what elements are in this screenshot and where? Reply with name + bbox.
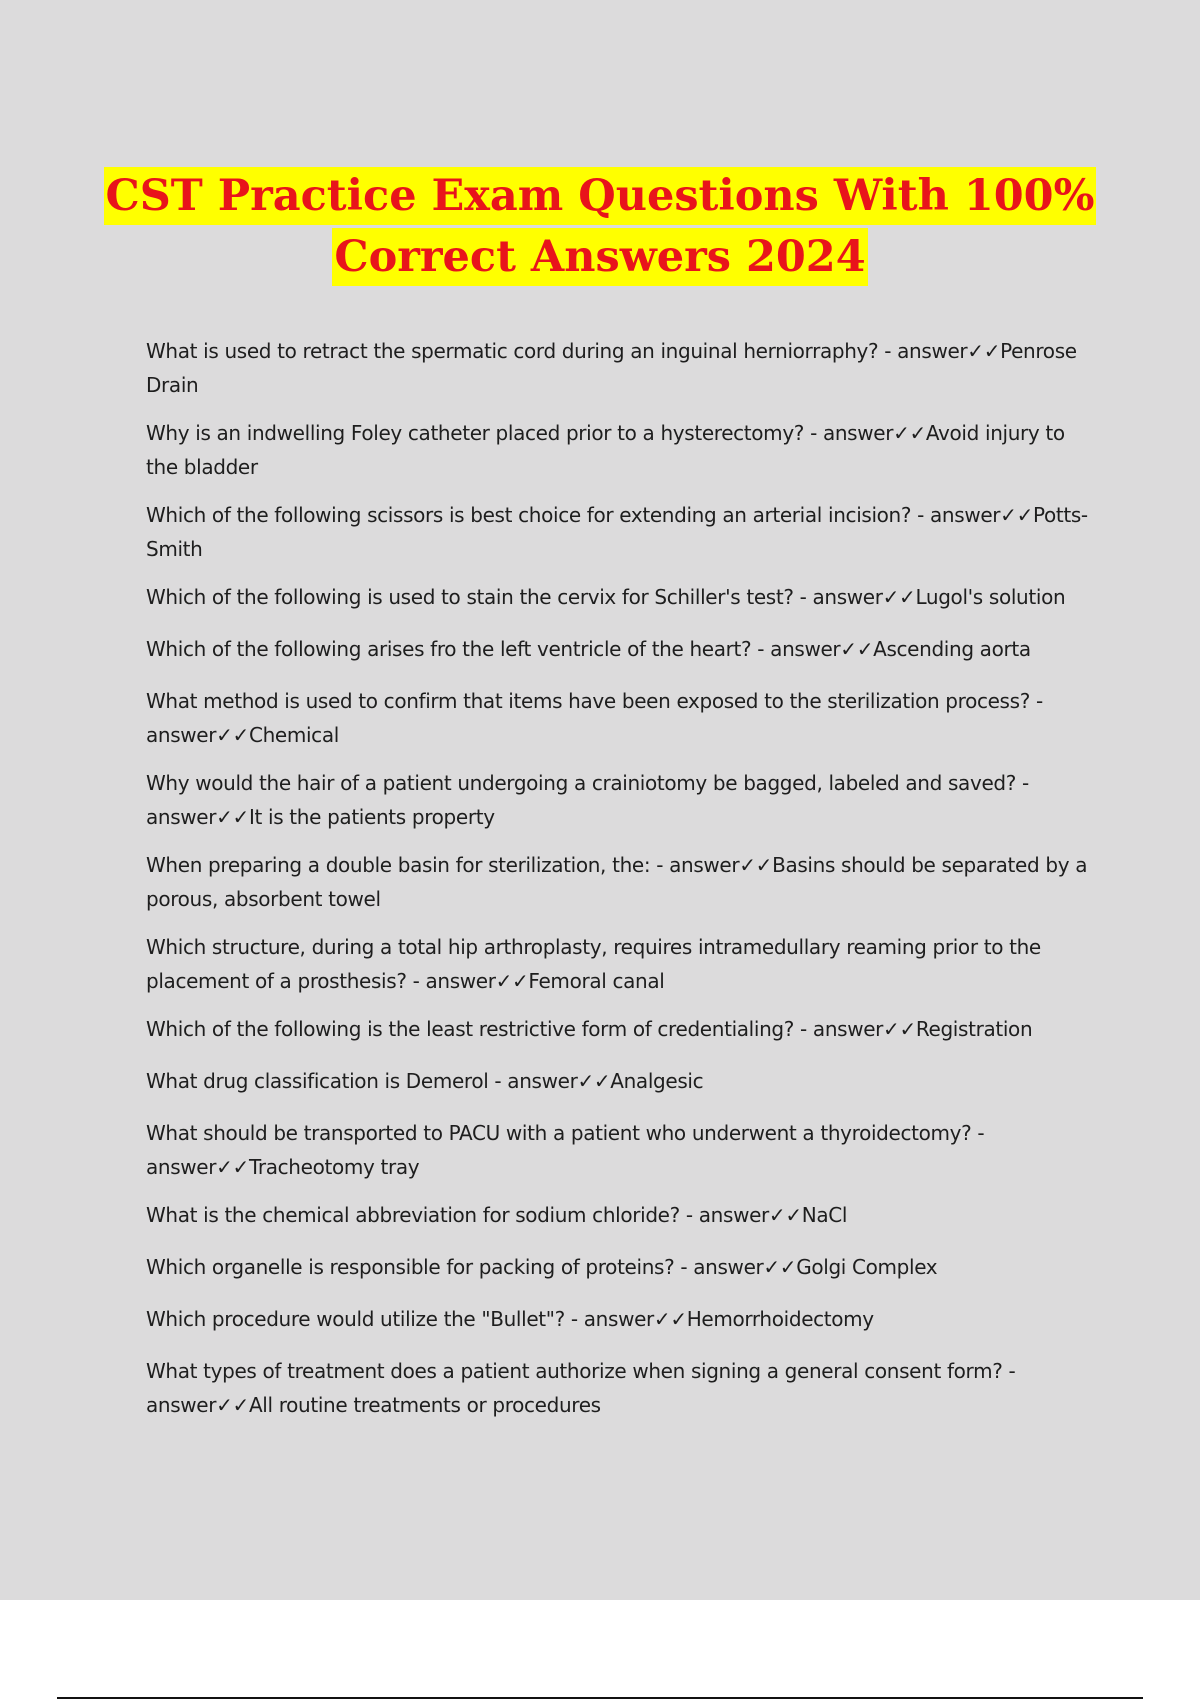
qa-item: What types of treatment does a patient authorize when signing a general consent form? - answer✓✓All routine treatments or procedures — [146, 1359, 1016, 1417]
qa-item: Why would the hair of a patient undergoing a crainiotomy be bagged, labeled and saved? - answer✓✓It is the patients property — [146, 771, 1029, 829]
qa-item: Which of the following arises fro the left ventricle of the heart? - answer✓✓Ascending aorta — [146, 637, 1031, 661]
title-line-1: CST Practice Exam Questions With 100% — [104, 167, 1097, 225]
qa-item: What should be transported to PACU with a patient who underwent a thyroidectomy? - answer✓✓Tracheotomy tray — [146, 1121, 985, 1179]
qa-item: What is the chemical abbreviation for sodium chloride? - answer✓✓NaCl — [146, 1203, 848, 1227]
qa-item: Which of the following scissors is best choice for extending an arterial incision? - answer✓✓Potts-Smith — [146, 503, 1088, 561]
qa-item: Which of the following is used to stain the cervix for Schiller's test? - answer✓✓Lugol's solution — [146, 585, 1066, 609]
qa-item: Which procedure would utilize the "Bullet"? - answer✓✓Hemorrhoidectomy — [146, 1307, 874, 1331]
document-title — [0, 167, 1200, 289]
qa-list — [146, 334, 1096, 1436]
qa-item: What is used to retract the spermatic cord during an inguinal herniorraphy? - answer✓✓Penrose Drain — [146, 339, 1077, 397]
qa-item: What method is used to confirm that items have been exposed to the sterilization process? - answer✓✓Chemical — [146, 689, 1043, 747]
qa-item: Why is an indwelling Foley catheter placed prior to a hysterectomy? - answer✓✓Avoid injury to the bladder — [146, 421, 1065, 479]
qa-item: When preparing a double basin for sterilization, the: - answer✓✓Basins should be separated by a porous, absorbent towel — [146, 853, 1088, 911]
qa-item: Which of the following is the least restrictive form of credentialing? - answer✓✓Registration — [146, 1017, 1033, 1041]
qa-item: What drug classification is Demerol - answer✓✓Analgesic — [146, 1069, 704, 1093]
page-separator-line — [57, 1697, 1143, 1699]
title-line-2: Correct Answers 2024 — [332, 228, 867, 286]
qa-item: Which structure, during a total hip arthroplasty, requires intramedullary reaming prior to the placement of a prosthesis? - answer✓✓Femoral canal — [146, 935, 1041, 993]
qa-item: Which organelle is responsible for packing of proteins? - answer✓✓Golgi Complex — [146, 1255, 938, 1279]
